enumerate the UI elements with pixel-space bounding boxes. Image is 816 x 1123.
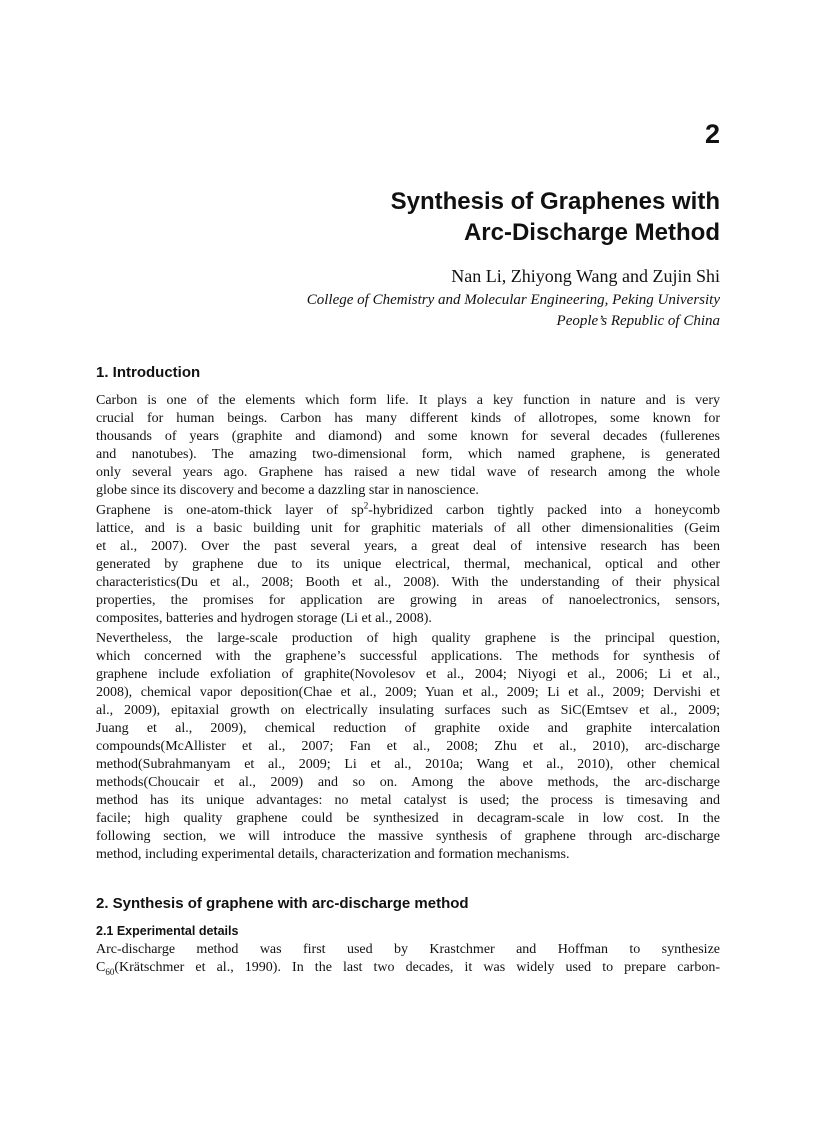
chapter-number: 2	[704, 119, 720, 149]
section-heading-introduction: 1. Introduction	[96, 364, 201, 381]
body-line: following section, we will introduce the massive synthesis of graphene through arc-discharge	[96, 829, 720, 844]
body-line: 2008), chemical vapor deposition(Chae et al., 2009; Yuan et al., 2009; Li et al., 2009; Dervishi et	[96, 685, 720, 700]
subsection-heading-experimental: 2.1 Experimental details	[96, 924, 239, 938]
body-line: graphene include exfoliation of graphite(Novolesov et al., 2004; Niyogi et al., 2006; Li et al.,	[96, 667, 720, 682]
text-run: -hybridized carbon tightly packed into a honeycomb	[368, 503, 720, 518]
chapter-title-line: Arc-Discharge Method	[463, 219, 720, 246]
body-line: characteristics(Du et al., 2008; Booth et al., 2008). With the understanding of their physical	[96, 575, 720, 590]
body-line: method has its unique advantages: no metal catalyst is used; the process is timesaving and	[96, 793, 720, 808]
body-line: which concerned with the graphene’s successful applications. The methods for synthesis of	[96, 649, 720, 664]
body-line: lattice, and is a basic building unit for graphitic materials of all other dimensionalities (Geim	[96, 521, 720, 536]
text-run: C	[96, 960, 106, 975]
subscript: 60	[105, 966, 115, 977]
body-line	[96, 502, 720, 520]
body-line: methods(Choucair et al., 2009) and so on. Among the above methods, the arc-discharge	[96, 775, 720, 790]
body-line: al., 2009), epitaxial growth on electrically insulating surfaces such as SiC(Emtsev et al., 2009;	[96, 703, 720, 718]
text-run: (Krätschmer et al., 1990). In the last two decades, it was widely used to prepare carbon-	[114, 960, 720, 975]
chapter-title-line: Synthesis of Graphenes with	[390, 188, 720, 215]
body-line: crucial for human beings. Carbon has many different kinds of allotropes, some known for	[96, 411, 720, 426]
body-line: Juang et al., 2009), chemical reduction of graphite oxide and graphite intercalation	[96, 721, 720, 736]
body-line: facile; high quality graphene could be synthesized in decagram-scale in low cost. In the	[96, 811, 720, 826]
body-line: thousands of years (graphite and diamond) and some known for several decades (fullerenes	[96, 429, 720, 444]
authors: Nan Li, Zhiyong Wang and Zujin Shi	[451, 266, 720, 286]
chapter-title	[391, 186, 720, 248]
body-line: method, including experimental details, characterization and formation mechanisms.	[96, 847, 570, 862]
body-line: Carbon is one of the elements which form life. It plays a key function in nature and is very	[96, 393, 720, 408]
body-line: Nevertheless, the large-scale production of high quality graphene is the principal question,	[96, 631, 720, 646]
body-line	[96, 959, 720, 977]
superscript: 2	[363, 502, 369, 511]
section-heading-synthesis: 2. Synthesis of graphene with arc-discharge method	[96, 895, 469, 912]
body-line: generated by graphene due to its unique electrical, thermal, mechanical, optical and other	[96, 557, 720, 572]
affiliation	[307, 290, 720, 332]
body-line: and nanotubes). The amazing two-dimensional form, which named graphene, is generated	[96, 447, 720, 462]
text-run: Graphene is one-atom-thick layer of sp	[96, 503, 364, 518]
body-line: et al., 2007). Over the past several years, a great deal of intensive research has been	[96, 539, 720, 554]
body-line: compounds(McAllister et al., 2007; Fan et al., 2008; Zhu et al., 2010), arc-discharge	[96, 739, 720, 754]
body-line: properties, the promises for application are growing in areas of nanoelectronics, sensors,	[96, 593, 720, 608]
body-line: only several years ago. Graphene has raised a new tidal wave of research among the whole	[96, 465, 720, 480]
affiliation-line: People’s Republic of China	[556, 313, 720, 329]
body-line: method(Subrahmanyam et al., 2009; Li et al., 2010a; Wang et al., 2010), other chemical	[96, 757, 720, 772]
affiliation-line: College of Chemistry and Molecular Engineering, Peking University	[306, 292, 720, 308]
body-line: globe since its discovery and become a dazzling star in nanoscience.	[96, 483, 479, 498]
document-page	[96, 0, 720, 1123]
body-line: Arc-discharge method was first used by Krastchmer and Hoffman to synthesize	[96, 942, 720, 957]
body-line: composites, batteries and hydrogen storage (Li et al., 2008).	[96, 611, 432, 626]
